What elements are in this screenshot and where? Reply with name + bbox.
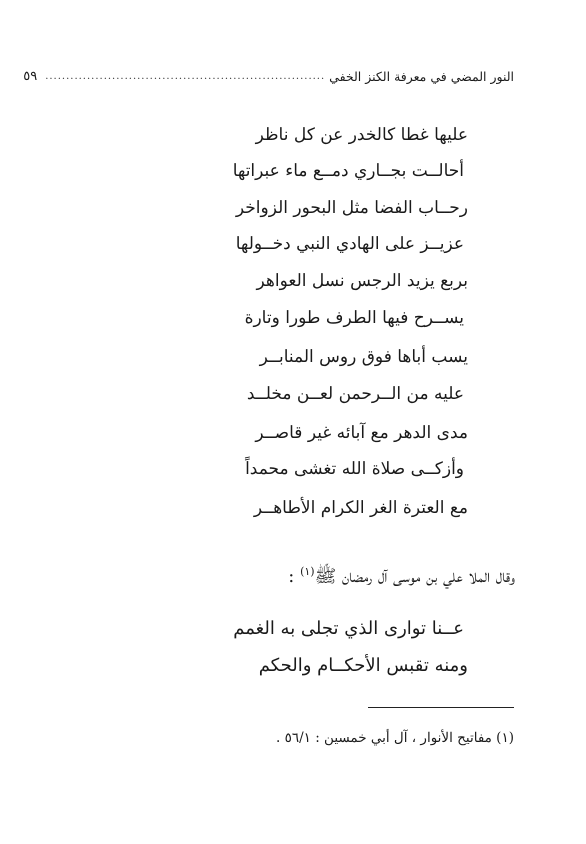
running-header	[23, 66, 514, 86]
footnote: (١) مفاتيح الأنوار ، آل أبي خمسين : ٥٦/١ .	[276, 730, 514, 746]
poem1-line-9: مدى الدهر مع آبائه غير قاصــر	[255, 423, 468, 443]
poem1-line-1: عليها غطا كالخدر عن كل ناظر	[255, 125, 468, 145]
header-title: النور المضي في معرفة الكنز الخفي	[329, 68, 514, 84]
poem1-line-2: أحالــت بجــاري دمــع ماء عبراتها	[232, 161, 464, 181]
poem2-intro-text: وقال الملا علي بن موسى آل رمضان ﷺ	[314, 566, 515, 587]
header-leader-dots: ...................................................................	[45, 70, 326, 82]
page-number: ٥٩	[23, 68, 38, 84]
poem1-line-4: عزيــز على الهادي النبي دخــولها	[235, 234, 464, 254]
poem1-line-3: رحــاب الفضا مثل البحور الزواخر	[235, 198, 468, 218]
footnote-ref: (١)	[300, 565, 315, 578]
footnote-divider	[368, 707, 514, 708]
poem1-line-6: يســرح فيها الطرف طورا وتارة	[244, 308, 464, 328]
poem1-line-11: مع العترة الغر الكرام الأطاهــر	[253, 498, 468, 518]
poem1-line-5: بربع يزيد الرجس نسل العواهر	[256, 271, 468, 291]
poem2-intro	[288, 560, 515, 589]
intro-colon: :	[288, 566, 301, 587]
poem1-line-8: عليه من الــرحمن لعــن مخلــد	[246, 384, 464, 404]
poem2-line-2: ومنه تقبس الأحكــام والحكم	[258, 655, 468, 676]
poem1-line-10: وأزكــى صلاة الله تغشى محمداً	[245, 459, 464, 479]
poem1-line-7: يسب أباها فوق روس المنابــر	[259, 347, 468, 367]
poem2-line-1: عــنا توارى الذي تجلى به الغمم	[233, 618, 464, 639]
